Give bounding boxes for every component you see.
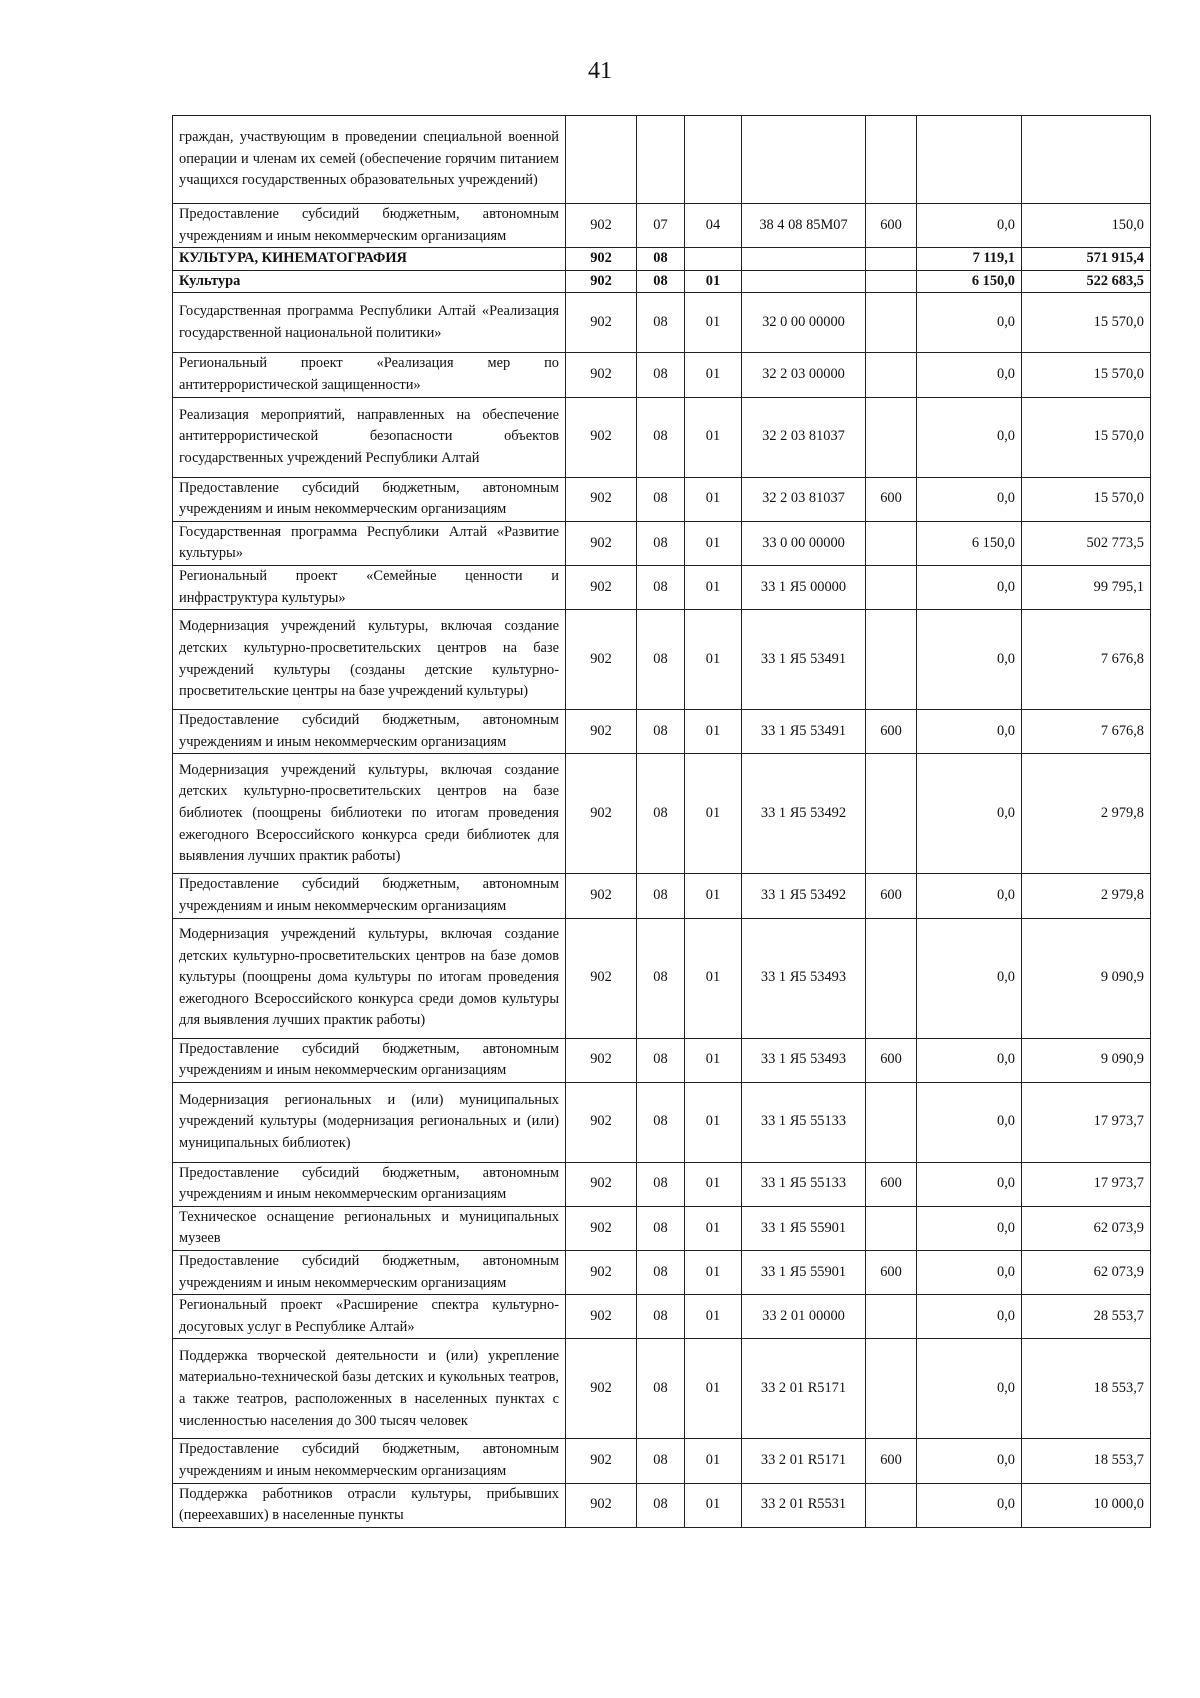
- section-code-cell: 08: [637, 1206, 685, 1250]
- expense-type-cell: 600: [866, 710, 917, 754]
- row-name-cell: Региональный проект «Семейные ценности и инфраструктура культуры»: [173, 565, 566, 609]
- subsection-code-cell: 01: [685, 610, 742, 710]
- subsection-code-cell: 01: [685, 477, 742, 521]
- amount-1-cell: 0,0: [917, 397, 1022, 477]
- expense-type-cell: 600: [866, 204, 917, 248]
- table-row: [173, 116, 1151, 204]
- amount-1-cell: 0,0: [917, 1439, 1022, 1483]
- table-row: [173, 1038, 1151, 1082]
- target-article-cell: 33 2 01 00000: [742, 1295, 866, 1339]
- target-article-cell: 33 1 Я5 55901: [742, 1251, 866, 1295]
- table-row: [173, 565, 1151, 609]
- ministry-code-cell: 902: [566, 918, 637, 1038]
- section-code-cell: 08: [637, 1162, 685, 1206]
- row-name-cell: граждан, участвующим в проведении специальной военной операции и членам их семей (обеспечение горячим питанием учащихся государственных образовательных учреждений): [173, 116, 566, 204]
- row-name-cell: Региональный проект «Реализация мер по антитеррористической защищенности»: [173, 353, 566, 397]
- section-code-cell: 08: [637, 397, 685, 477]
- table-row: [173, 1162, 1151, 1206]
- row-name-cell: Предоставление субсидий бюджетным, автономным учреждениям и иным некоммерческим организациям: [173, 1162, 566, 1206]
- amount-1-cell: 0,0: [917, 874, 1022, 918]
- amount-2-cell: 9 090,9: [1022, 1038, 1151, 1082]
- amount-2-cell: 28 553,7: [1022, 1295, 1151, 1339]
- subsection-code-cell: 01: [685, 565, 742, 609]
- amount-1-cell: 0,0: [917, 204, 1022, 248]
- table-row: [173, 521, 1151, 565]
- row-name-cell: Государственная программа Республики Алтай «Развитие культуры»: [173, 521, 566, 565]
- ministry-code-cell: 902: [566, 1162, 637, 1206]
- amount-1-cell: 0,0: [917, 565, 1022, 609]
- row-name-cell: Предоставление субсидий бюджетным, автономным учреждениям и иным некоммерческим организациям: [173, 710, 566, 754]
- amount-1-cell: 0,0: [917, 477, 1022, 521]
- table-row: [173, 397, 1151, 477]
- subsection-code-cell: 01: [685, 1483, 742, 1527]
- target-article-cell: 33 2 01 R5171: [742, 1439, 866, 1483]
- amount-2-cell: 17 973,7: [1022, 1162, 1151, 1206]
- expense-type-cell: [866, 610, 917, 710]
- section-code-cell: 08: [637, 293, 685, 353]
- amount-2-cell: 571 915,4: [1022, 248, 1151, 271]
- section-code-cell: 08: [637, 918, 685, 1038]
- amount-2-cell: 502 773,5: [1022, 521, 1151, 565]
- amount-2-cell: 17 973,7: [1022, 1082, 1151, 1162]
- amount-1-cell: 0,0: [917, 1162, 1022, 1206]
- expense-type-cell: 600: [866, 1439, 917, 1483]
- table-row: [173, 754, 1151, 874]
- target-article-cell: 33 1 Я5 55133: [742, 1082, 866, 1162]
- row-name-cell: Модернизация учреждений культуры, включая создание детских культурно-просветительских центров на базе домов культуры (поощрены дома культуры по итогам проведения ежегодного Всероссийского конкурса среди домов культуры для выявления лучших практик работы): [173, 918, 566, 1038]
- ministry-code-cell: 902: [566, 1439, 637, 1483]
- section-code-cell: 08: [637, 477, 685, 521]
- expense-type-cell: [866, 248, 917, 271]
- section-code-cell: 08: [637, 1082, 685, 1162]
- row-name-cell: Культура: [173, 270, 566, 293]
- section-code-cell: 08: [637, 565, 685, 609]
- row-name-cell: Предоставление субсидий бюджетным, автономным учреждениям и иным некоммерческим организациям: [173, 1439, 566, 1483]
- expense-type-cell: [866, 116, 917, 204]
- amount-2-cell: 2 979,8: [1022, 874, 1151, 918]
- ministry-code-cell: 902: [566, 1483, 637, 1527]
- amount-1-cell: 6 150,0: [917, 521, 1022, 565]
- table-row: [173, 293, 1151, 353]
- ministry-code-cell: 902: [566, 874, 637, 918]
- subsection-code-cell: [685, 116, 742, 204]
- amount-1-cell: 6 150,0: [917, 270, 1022, 293]
- table-row: [173, 204, 1151, 248]
- ministry-code-cell: 902: [566, 477, 637, 521]
- row-name-cell: Предоставление субсидий бюджетным, автономным учреждениям и иным некоммерческим организациям: [173, 874, 566, 918]
- amount-1-cell: 0,0: [917, 1483, 1022, 1527]
- row-name-cell: Региональный проект «Расширение спектра культурно-досуговых услуг в Республике Алтай»: [173, 1295, 566, 1339]
- section-code-cell: 08: [637, 1339, 685, 1439]
- amount-2-cell: 99 795,1: [1022, 565, 1151, 609]
- ministry-code-cell: 902: [566, 610, 637, 710]
- table-row: [173, 1295, 1151, 1339]
- row-name-cell: КУЛЬТУРА, КИНЕМАТОГРАФИЯ: [173, 248, 566, 271]
- ministry-code-cell: 902: [566, 353, 637, 397]
- section-code-cell: 08: [637, 710, 685, 754]
- row-name-cell: Предоставление субсидий бюджетным, автономным учреждениям и иным некоммерческим организациям: [173, 477, 566, 521]
- ministry-code-cell: 902: [566, 565, 637, 609]
- table-row: [173, 874, 1151, 918]
- ministry-code-cell: 902: [566, 1339, 637, 1439]
- section-code-cell: 08: [637, 610, 685, 710]
- section-code-cell: 08: [637, 1483, 685, 1527]
- target-article-cell: 33 1 Я5 55901: [742, 1206, 866, 1250]
- target-article-cell: 38 4 08 85М07: [742, 204, 866, 248]
- amount-2-cell: 15 570,0: [1022, 353, 1151, 397]
- amount-1-cell: 0,0: [917, 353, 1022, 397]
- amount-1-cell: 0,0: [917, 754, 1022, 874]
- table-row: [173, 477, 1151, 521]
- subsection-code-cell: 01: [685, 1162, 742, 1206]
- target-article-cell: 33 1 Я5 55133: [742, 1162, 866, 1206]
- section-code-cell: 08: [637, 1439, 685, 1483]
- expense-type-cell: [866, 1295, 917, 1339]
- subsection-code-cell: 01: [685, 874, 742, 918]
- amount-2-cell: [1022, 116, 1151, 204]
- expense-type-cell: [866, 565, 917, 609]
- target-article-cell: [742, 116, 866, 204]
- expense-type-cell: [866, 397, 917, 477]
- section-code-cell: 08: [637, 248, 685, 271]
- section-code-cell: 08: [637, 270, 685, 293]
- ministry-code-cell: 902: [566, 204, 637, 248]
- ministry-code-cell: [566, 116, 637, 204]
- subsection-code-cell: 01: [685, 1439, 742, 1483]
- table-row: [173, 1082, 1151, 1162]
- amount-1-cell: [917, 116, 1022, 204]
- ministry-code-cell: 902: [566, 754, 637, 874]
- ministry-code-cell: 902: [566, 1038, 637, 1082]
- ministry-code-cell: 902: [566, 270, 637, 293]
- amount-2-cell: 15 570,0: [1022, 477, 1151, 521]
- section-code-cell: 08: [637, 754, 685, 874]
- table-row: [173, 710, 1151, 754]
- subsection-code-cell: 01: [685, 1251, 742, 1295]
- row-name-cell: Реализация мероприятий, направленных на обеспечение антитеррористической безопасности объектов государственных учреждений Республики Алтай: [173, 397, 566, 477]
- ministry-code-cell: 902: [566, 710, 637, 754]
- amount-1-cell: 0,0: [917, 918, 1022, 1038]
- subsection-code-cell: 04: [685, 204, 742, 248]
- table-row: [173, 353, 1151, 397]
- amount-1-cell: 0,0: [917, 1206, 1022, 1250]
- subsection-code-cell: 01: [685, 293, 742, 353]
- amount-2-cell: 15 570,0: [1022, 293, 1151, 353]
- expense-type-cell: 600: [866, 1251, 917, 1295]
- subsection-code-cell: 01: [685, 710, 742, 754]
- target-article-cell: 33 0 00 00000: [742, 521, 866, 565]
- amount-2-cell: 2 979,8: [1022, 754, 1151, 874]
- row-name-cell: Предоставление субсидий бюджетным, автономным учреждениям и иным некоммерческим организациям: [173, 204, 566, 248]
- row-name-cell: Модернизация региональных и (или) муниципальных учреждений культуры (модернизация региональных и (или) муниципальных библиотек): [173, 1082, 566, 1162]
- ministry-code-cell: 902: [566, 1295, 637, 1339]
- section-code-cell: 07: [637, 204, 685, 248]
- expense-type-cell: 600: [866, 477, 917, 521]
- amount-2-cell: 10 000,0: [1022, 1483, 1151, 1527]
- expense-type-cell: 600: [866, 874, 917, 918]
- subsection-code-cell: 01: [685, 918, 742, 1038]
- budget-table: [172, 115, 1151, 1528]
- expense-type-cell: [866, 353, 917, 397]
- section-code-cell: 08: [637, 1251, 685, 1295]
- target-article-cell: 32 2 03 81037: [742, 477, 866, 521]
- table-row: [173, 610, 1151, 710]
- target-article-cell: 33 1 Я5 00000: [742, 565, 866, 609]
- subsection-code-cell: [685, 248, 742, 271]
- subsection-code-cell: 01: [685, 754, 742, 874]
- amount-2-cell: 18 553,7: [1022, 1339, 1151, 1439]
- table-row: [173, 1439, 1151, 1483]
- target-article-cell: 33 1 Я5 53491: [742, 710, 866, 754]
- subsection-code-cell: 01: [685, 521, 742, 565]
- subsection-code-cell: 01: [685, 1206, 742, 1250]
- page-number: 41: [588, 58, 612, 84]
- amount-1-cell: 7 119,1: [917, 248, 1022, 271]
- amount-1-cell: 0,0: [917, 1339, 1022, 1439]
- table-row: [173, 1483, 1151, 1527]
- amount-2-cell: 62 073,9: [1022, 1251, 1151, 1295]
- expense-type-cell: [866, 1339, 917, 1439]
- target-article-cell: [742, 270, 866, 293]
- target-article-cell: 32 2 03 00000: [742, 353, 866, 397]
- amount-1-cell: 0,0: [917, 1251, 1022, 1295]
- ministry-code-cell: 902: [566, 397, 637, 477]
- amount-2-cell: 150,0: [1022, 204, 1151, 248]
- row-name-cell: Поддержка творческой деятельности и (или) укрепление материально-технической базы детских и кукольных театров, а также театров, расположенных в населенных пунктах с численностью населения до 300 тысяч человек: [173, 1339, 566, 1439]
- expense-type-cell: [866, 1206, 917, 1250]
- amount-2-cell: 522 683,5: [1022, 270, 1151, 293]
- target-article-cell: 32 2 03 81037: [742, 397, 866, 477]
- amount-1-cell: 0,0: [917, 1082, 1022, 1162]
- subsection-code-cell: 01: [685, 353, 742, 397]
- target-article-cell: 33 1 Я5 53493: [742, 1038, 866, 1082]
- amount-1-cell: 0,0: [917, 710, 1022, 754]
- section-code-cell: 08: [637, 874, 685, 918]
- section-code-cell: 08: [637, 353, 685, 397]
- expense-type-cell: [866, 1082, 917, 1162]
- amount-2-cell: 9 090,9: [1022, 918, 1151, 1038]
- expense-type-cell: [866, 754, 917, 874]
- section-code-cell: 08: [637, 1295, 685, 1339]
- row-name-cell: Государственная программа Республики Алтай «Реализация государственной национальной политики»: [173, 293, 566, 353]
- table-row: [173, 270, 1151, 293]
- amount-2-cell: 15 570,0: [1022, 397, 1151, 477]
- amount-1-cell: 0,0: [917, 293, 1022, 353]
- section-code-cell: 08: [637, 521, 685, 565]
- target-article-cell: [742, 248, 866, 271]
- subsection-code-cell: 01: [685, 1038, 742, 1082]
- expense-type-cell: [866, 918, 917, 1038]
- amount-1-cell: 0,0: [917, 1295, 1022, 1339]
- expense-type-cell: [866, 293, 917, 353]
- section-code-cell: [637, 116, 685, 204]
- ministry-code-cell: 902: [566, 1082, 637, 1162]
- row-name-cell: Предоставление субсидий бюджетным, автономным учреждениям и иным некоммерческим организациям: [173, 1251, 566, 1295]
- ministry-code-cell: 902: [566, 248, 637, 271]
- table-row: [173, 248, 1151, 271]
- subsection-code-cell: 01: [685, 1295, 742, 1339]
- target-article-cell: 33 1 Я5 53493: [742, 918, 866, 1038]
- subsection-code-cell: 01: [685, 1082, 742, 1162]
- ministry-code-cell: 902: [566, 521, 637, 565]
- amount-2-cell: 62 073,9: [1022, 1206, 1151, 1250]
- subsection-code-cell: 01: [685, 1339, 742, 1439]
- table-body: [173, 116, 1151, 1528]
- table-row: [173, 1206, 1151, 1250]
- ministry-code-cell: 902: [566, 1206, 637, 1250]
- expense-type-cell: 600: [866, 1162, 917, 1206]
- amount-2-cell: 18 553,7: [1022, 1439, 1151, 1483]
- target-article-cell: 33 1 Я5 53491: [742, 610, 866, 710]
- table-row: [173, 1251, 1151, 1295]
- amount-1-cell: 0,0: [917, 610, 1022, 710]
- ministry-code-cell: 902: [566, 293, 637, 353]
- row-name-cell: Модернизация учреждений культуры, включая создание детских культурно-просветительских центров на базе библиотек (поощрены библиотеки по итогам проведения ежегодного Всероссийского конкурса среди библиотек для выявления лучших практик работы): [173, 754, 566, 874]
- expense-type-cell: 600: [866, 1038, 917, 1082]
- amount-2-cell: 7 676,8: [1022, 610, 1151, 710]
- section-code-cell: 08: [637, 1038, 685, 1082]
- table-row: [173, 918, 1151, 1038]
- target-article-cell: 33 2 01 R5531: [742, 1483, 866, 1527]
- row-name-cell: Поддержка работников отрасли культуры, прибывших (переехавших) в населенные пункты: [173, 1483, 566, 1527]
- expense-type-cell: [866, 270, 917, 293]
- row-name-cell: Предоставление субсидий бюджетным, автономным учреждениям и иным некоммерческим организациям: [173, 1038, 566, 1082]
- ministry-code-cell: 902: [566, 1251, 637, 1295]
- expense-type-cell: [866, 1483, 917, 1527]
- amount-2-cell: 7 676,8: [1022, 710, 1151, 754]
- table-row: [173, 1339, 1151, 1439]
- target-article-cell: 32 0 00 00000: [742, 293, 866, 353]
- amount-1-cell: 0,0: [917, 1038, 1022, 1082]
- row-name-cell: Модернизация учреждений культуры, включая создание детских культурно-просветительских центров на базе учреждений культуры (созданы детские культурно-просветительские центры на базе учреждений культуры): [173, 610, 566, 710]
- subsection-code-cell: 01: [685, 270, 742, 293]
- subsection-code-cell: 01: [685, 397, 742, 477]
- target-article-cell: 33 2 01 R5171: [742, 1339, 866, 1439]
- target-article-cell: 33 1 Я5 53492: [742, 874, 866, 918]
- row-name-cell: Техническое оснащение региональных и муниципальных музеев: [173, 1206, 566, 1250]
- target-article-cell: 33 1 Я5 53492: [742, 754, 866, 874]
- expense-type-cell: [866, 521, 917, 565]
